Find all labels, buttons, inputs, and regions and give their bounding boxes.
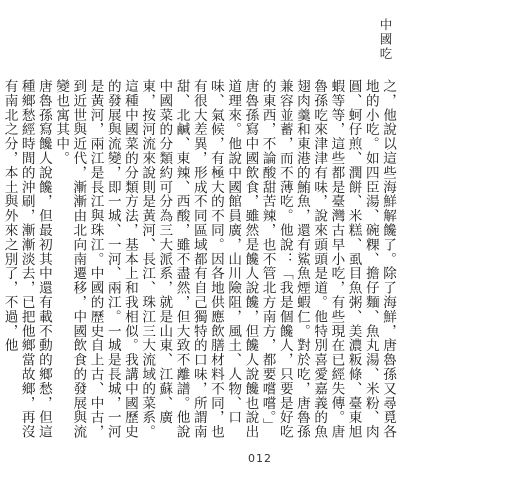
- page-number: 012: [248, 452, 272, 465]
- paragraph-1: 之，他說以這些海鮮解饞了。除了海鮮，唐魯孫又尋覓各地的小吃。如四臣湯、碗粿、擔仔麵、魚丸湯、米粉、肉圓、蚵仔煎、潤餅、米糕、虱目魚粥、美濃粄條、臺東旭蝦等等，這些都是臺灣古早小吃，有些現在已經失傳。唐魯孫吃來津津有味，說來頭頭是道。他特別喜愛嘉義的魚翅肉羹和東港的鮪魚，還有鯊魚煙蝦仁。對於吃，唐魯孫兼容並蓄，而不薄吃。他說：「我是個饞人，只要是好吃的東西，不論酸甜苦辣，也不管北方南方，都要嚐嚐。」: [259, 79, 396, 439]
- paragraph-2: 唐魯孫寫中國飲食，雖然是饞人說饞，但饞人說饞也說出道理來。他說中國館員廣，山川險阻，風土、人物、口味、氣候，有極大的不同。因各地供應飲膳材料不同，也有很大差異，形成不同區域都有自己獨特的口味，所謂南甜、北鹹、東辣、西酸，雖不盡然，但大致不離譜。他說中國菜的分類約可分為三大派系，就是山東、江蘇、廣東，按河流來說則是黃河、長江、珠江三大流域的菜系。這種中國菜的分類方法，基本上和我相似。我講中國歷史的發展與流變，即一城、一河、兩江。一城是長城，一河是黃河，兩江是長江與珠江。中國的歷史自上古、中古，到近世與近代，漸漸由北向南遷移，中國飲食的發展與流變也寓其中。: [53, 79, 259, 439]
- body-text: [1, 79, 396, 444]
- paragraph-3: 唐魯孫寫饞人說饞，但最初其中還有載不動的鄉愁，但這種鄉愁經時間的沖刷，漸漸淡去，已把他鄉當故鄉，再沒有南北之分，本土與外來之別了，不過，他: [1, 79, 52, 439]
- running-head: 中國吃: [378, 18, 393, 62]
